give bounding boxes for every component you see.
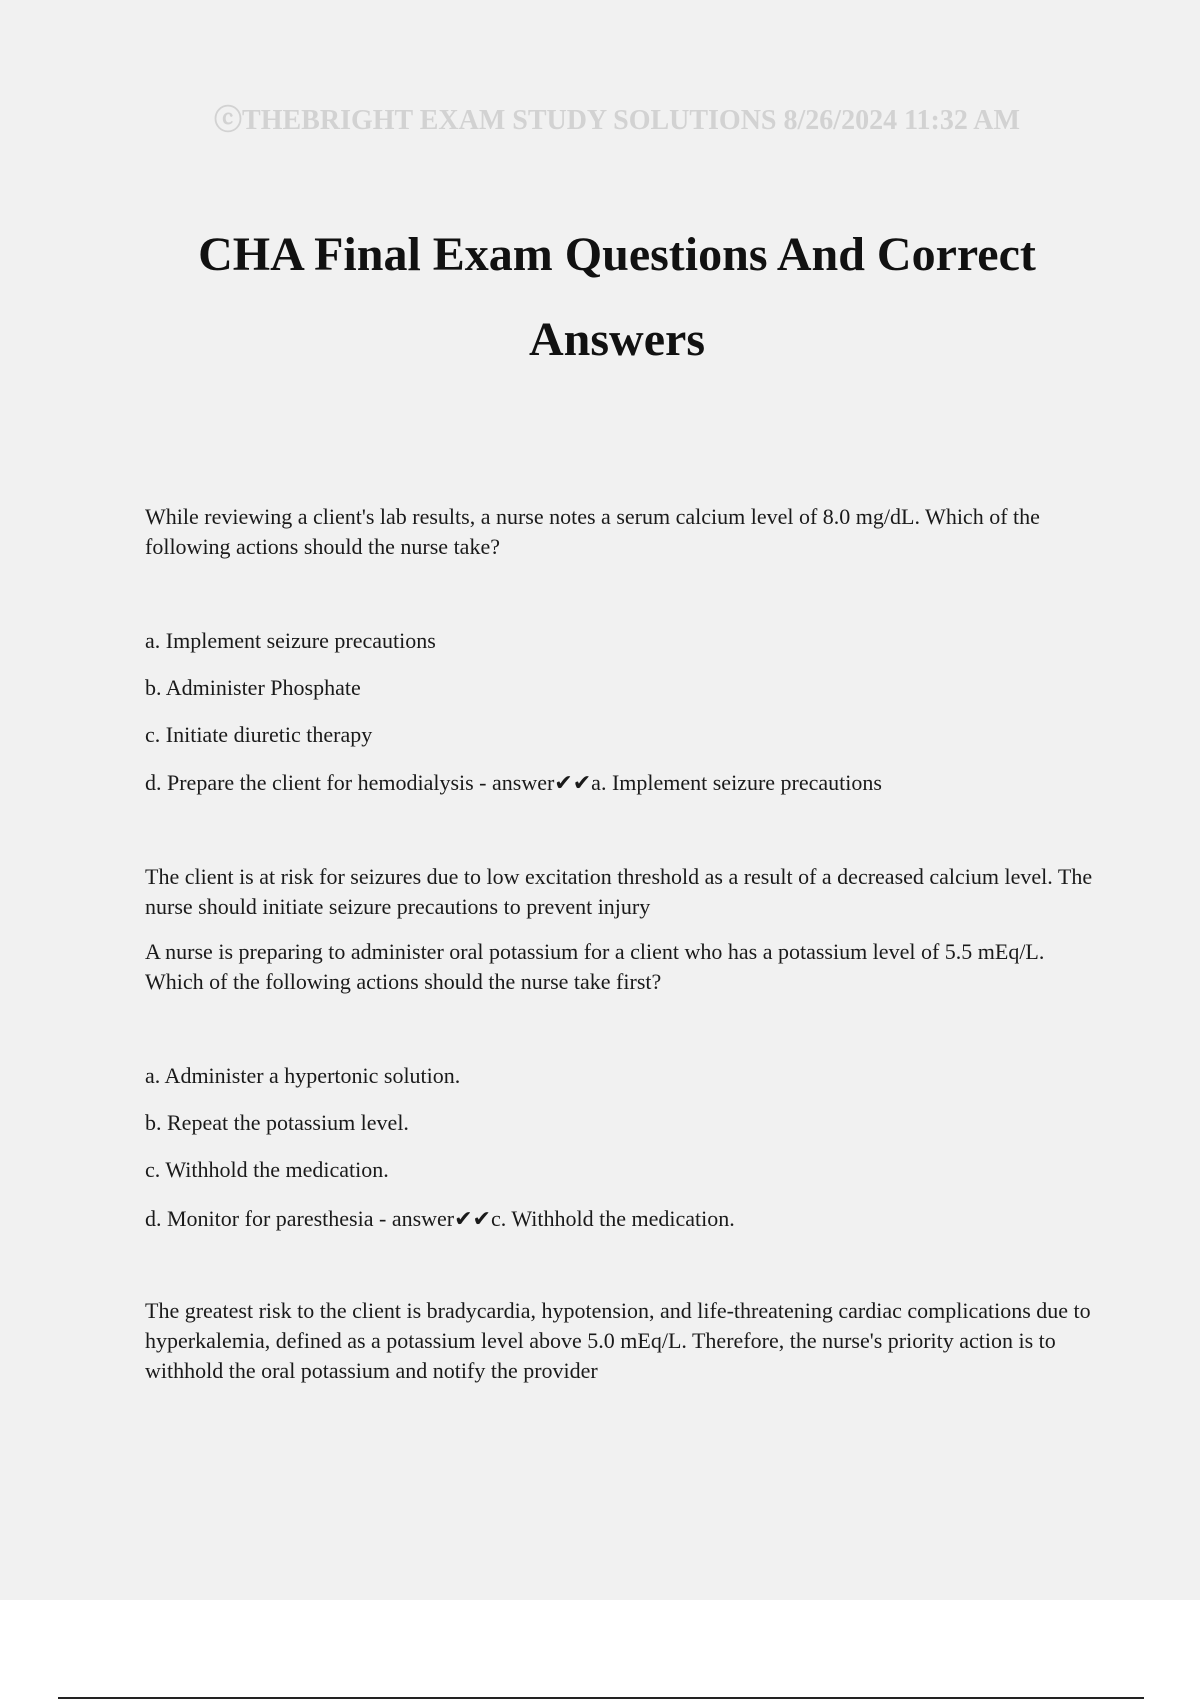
question-1-text: While reviewing a client's lab results, a nurse notes a serum calcium level of 8.0 mg/dL. Which of the following actions should the nurse take? <box>145 504 1040 559</box>
question-1-rationale: The client is at risk for seizures due to low excitation threshold as a result of a decreased calcium level. The nurse should initiate seizure precautions to prevent injury <box>145 864 1093 919</box>
question-2-option-c: c. Withhold the medication. <box>145 1157 389 1182</box>
question-1-option-a: a. Implement seizure precautions <box>145 628 436 653</box>
title-line-1: CHA Final Exam Questions And Correct <box>198 228 1036 281</box>
question-1-option-c: c. Initiate diuretic therapy <box>145 722 373 747</box>
question-1-option-b: b. Administer Phosphate <box>145 675 361 700</box>
title-line-2: Answers <box>529 313 705 366</box>
question-2-option-a: a. Administer a hypertonic solution. <box>145 1063 461 1088</box>
watermark: ⓒTHEBRIGHT EXAM STUDY SOLUTIONS 8/26/2024 11:32 AM <box>214 105 1020 136</box>
question-1-option-d-answer: d. Prepare the client for hemodialysis - answer✔✔a. Implement seizure precautions <box>145 770 882 795</box>
question-2-text: A nurse is preparing to administer oral potassium for a client who has a potassium level of 5.5 mEq/L. Which of the following actions should the nurse take first? <box>145 939 1045 994</box>
document-title <box>0 212 1200 382</box>
page-bottom-divider <box>58 1697 1144 1699</box>
question-2-rationale: The greatest risk to the client is bradycardia, hypotension, and life-threatening cardiac complications due to hyperkalemia, defined as a potassium level above 5.0 mEq/L. Therefore, the nurse's priority action is to withhold the oral potassium and notify the provider <box>145 1298 1091 1383</box>
question-2-option-d-answer: d. Monitor for paresthesia - answer✔✔c. Withhold the medication. <box>145 1206 735 1231</box>
question-2-option-b: b. Repeat the potassium level. <box>145 1110 409 1135</box>
